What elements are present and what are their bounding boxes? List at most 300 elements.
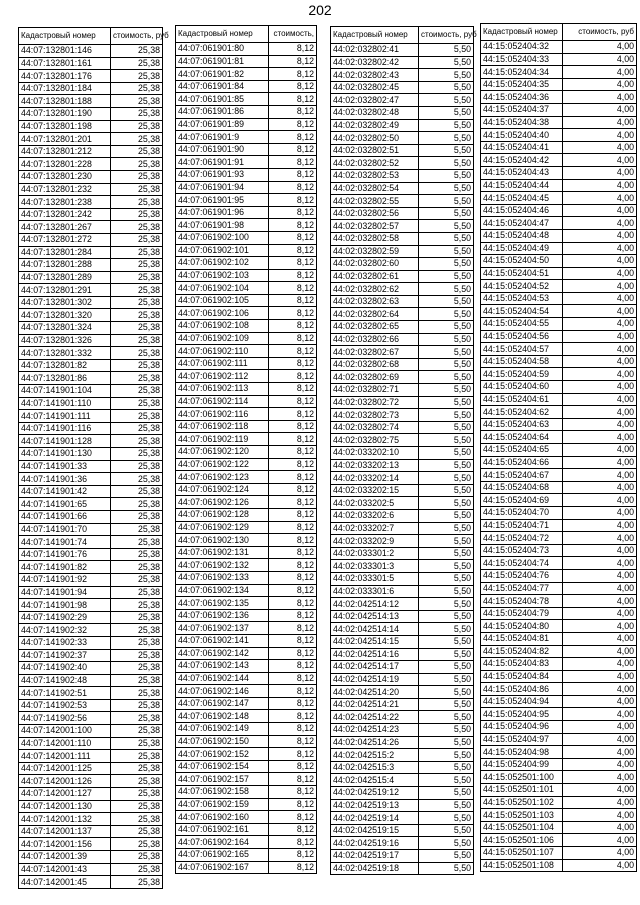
cadastral-table-4 [480,23,637,872]
cadastral-number-cell: 44:07:141902:33 [19,636,111,649]
cost-cell: 5,50 [419,245,474,258]
table-row [19,170,163,183]
table-row [19,712,163,725]
table-row [331,547,474,560]
table-row [481,166,637,179]
table-row [19,221,163,234]
cost-cell: 4,00 [563,809,637,822]
cost-cell: 25,38 [111,863,163,876]
table-row [331,673,474,686]
cadastral-number-cell: 44:07:141901:74 [19,536,111,549]
cadastral-number-cell: 44:07:061902:144 [176,672,269,685]
cadastral-number-cell: 44:02:042519:13 [331,799,419,812]
cadastral-number-cell: 44:15:052404:71 [481,519,563,532]
cost-cell: 25,38 [111,120,163,133]
cost-cell: 5,50 [419,195,474,208]
table-row [19,259,163,272]
cost-cell: 5,50 [419,787,474,800]
table-row [19,737,163,750]
column-header-cost: стоимость, руб [111,28,163,45]
table-row [481,569,637,582]
cost-cell: 8,12 [269,496,317,509]
cost-cell: 25,38 [111,825,163,838]
cost-cell: 25,38 [111,133,163,146]
cadastral-number-cell: 44:07:061902:102 [176,257,269,270]
cost-cell: 25,38 [111,876,163,889]
cost-cell: 8,12 [269,735,317,748]
cost-cell: 8,12 [269,131,317,144]
cost-cell: 4,00 [563,154,637,167]
cost-cell: 4,00 [563,582,637,595]
cost-cell: 8,12 [269,269,317,282]
table-row [19,233,163,246]
cadastral-number-cell: 44:07:141901:98 [19,599,111,612]
column-header-cadastral-number: Кадастровый номер [481,24,563,41]
cost-cell: 8,12 [269,685,317,698]
cost-cell: 5,50 [419,472,474,485]
table-row [481,204,637,217]
table-row [19,536,163,549]
cadastral-number-cell: 44:02:032802:67 [331,346,419,359]
cadastral-number-cell: 44:02:042515:2 [331,749,419,762]
cadastral-number-cell: 44:07:061901:85 [176,93,269,106]
table-row [331,421,474,434]
table-row [481,141,637,154]
cost-cell: 5,50 [419,182,474,195]
cost-cell: 8,12 [269,823,317,836]
cadastral-number-cell: 44:07:061902:103 [176,269,269,282]
cost-cell: 5,50 [419,749,474,762]
cadastral-number-cell: 44:07:061902:143 [176,660,269,673]
table-row [331,333,474,346]
cost-cell: 5,50 [419,547,474,560]
table-row [331,308,474,321]
table-row [481,255,637,268]
table-row [19,599,163,612]
cadastral-number-cell: 44:15:052404:54 [481,305,563,318]
cost-cell: 25,38 [111,838,163,851]
cost-cell: 4,00 [563,494,637,507]
cadastral-number-cell: 44:02:032802:69 [331,371,419,384]
cadastral-number-cell: 44:07:061902:165 [176,849,269,862]
table-row [176,219,317,232]
cadastral-number-cell: 44:15:052404:61 [481,393,563,406]
cost-cell: 25,38 [111,309,163,322]
cost-cell: 8,12 [269,760,317,773]
cadastral-number-cell: 44:07:061902:114 [176,395,269,408]
cost-cell: 25,38 [111,712,163,725]
table-row [176,370,317,383]
table-row [331,69,474,82]
table-row [176,282,317,295]
cost-cell: 5,50 [419,711,474,724]
cost-cell: 5,50 [419,207,474,220]
cadastral-number-cell: 44:15:052404:33 [481,53,563,66]
cost-cell: 8,12 [269,773,317,786]
cost-cell: 5,50 [419,283,474,296]
table-row [19,573,163,586]
cost-cell: 5,50 [419,308,474,321]
table-row [331,346,474,359]
table-row [176,269,317,282]
cost-cell: 8,12 [269,559,317,572]
table-row [481,217,637,230]
table-row [19,359,163,372]
table-row [176,294,317,307]
table-row [331,245,474,258]
cadastral-number-cell: 44:07:132801:324 [19,322,111,335]
table-row [481,381,637,394]
table-row [481,129,637,142]
cadastral-number-cell: 44:02:032802:45 [331,81,419,94]
table-row [331,686,474,699]
table-row [481,78,637,91]
cost-cell: 5,50 [419,94,474,107]
cadastral-number-cell: 44:07:142001:43 [19,863,111,876]
table-row [19,271,163,284]
cost-cell: 5,50 [419,270,474,283]
cost-cell: 5,50 [419,333,474,346]
table-row [19,788,163,801]
table-row [331,509,474,522]
table-row [481,847,637,860]
table-row [331,182,474,195]
cost-cell: 5,50 [419,837,474,850]
table-row [331,535,474,548]
table-row [176,496,317,509]
cadastral-number-cell: 44:07:132801:86 [19,372,111,385]
cadastral-number-cell: 44:07:061902:131 [176,546,269,559]
table-row [481,41,637,54]
table-row [481,192,637,205]
cost-cell: 8,12 [269,43,317,56]
cadastral-number-cell: 44:07:061901:96 [176,206,269,219]
cadastral-number-cell: 44:07:061902:110 [176,345,269,358]
table-row [19,448,163,461]
cost-cell: 5,50 [419,774,474,787]
table-row [331,132,474,145]
table-row [176,534,317,547]
cost-cell: 25,38 [111,246,163,259]
table-row [19,107,163,120]
cadastral-table-3 [330,26,477,875]
cadastral-number-cell: 44:07:061902:141 [176,634,269,647]
table-row [19,662,163,675]
table-row [481,532,637,545]
cost-cell: 5,50 [419,69,474,82]
cost-cell: 25,38 [111,271,163,284]
cost-cell: 25,38 [111,410,163,423]
table-row [19,334,163,347]
cadastral-number-cell: 44:07:061902:109 [176,332,269,345]
cadastral-number-cell: 44:07:141902:53 [19,699,111,712]
cadastral-number-cell: 44:02:032802:43 [331,69,419,82]
table-row [176,408,317,421]
cadastral-number-cell: 44:02:042514:13 [331,610,419,623]
cadastral-number-cell: 44:07:061902:113 [176,383,269,396]
cadastral-number-cell: 44:07:061902:137 [176,622,269,635]
cost-cell: 4,00 [563,796,637,809]
cost-cell: 5,50 [419,736,474,749]
cost-cell: 4,00 [563,834,637,847]
cost-cell: 4,00 [563,343,637,356]
cadastral-number-cell: 44:07:141901:128 [19,435,111,448]
cost-cell: 25,38 [111,699,163,712]
table-row [19,649,163,662]
table-row [19,586,163,599]
cadastral-number-cell: 44:07:142001:110 [19,737,111,750]
cadastral-number-cell: 44:07:132801:267 [19,221,111,234]
cadastral-number-cell: 44:02:032802:73 [331,409,419,422]
cost-cell: 25,38 [111,813,163,826]
cost-cell: 25,38 [111,82,163,95]
cadastral-number-cell: 44:15:052404:81 [481,632,563,645]
cadastral-number-cell: 44:15:052404:32 [481,41,563,54]
table-row [19,851,163,864]
cost-cell: 25,38 [111,460,163,473]
cadastral-number-cell: 44:07:061902:160 [176,811,269,824]
cost-cell: 4,00 [563,305,637,318]
cadastral-number-cell: 44:07:061902:118 [176,420,269,433]
table-row [176,181,317,194]
cadastral-number-cell: 44:07:061901:98 [176,219,269,232]
cost-cell: 8,12 [269,282,317,295]
cadastral-number-cell: 44:07:061902:116 [176,408,269,421]
cost-cell: 4,00 [563,721,637,734]
cost-cell: 8,12 [269,508,317,521]
cadastral-number-cell: 44:07:061902:119 [176,433,269,446]
table-row [331,220,474,233]
cadastral-number-cell: 44:15:052404:66 [481,456,563,469]
table-row [481,708,637,721]
cadastral-number-cell: 44:07:141902:51 [19,687,111,700]
table-row [481,494,637,507]
table-row [176,571,317,584]
cost-cell: 8,12 [269,181,317,194]
cadastral-number-cell: 44:15:052404:53 [481,292,563,305]
cadastral-number-cell: 44:02:042515:3 [331,761,419,774]
cadastral-number-cell: 44:02:042514:22 [331,711,419,724]
cost-cell: 8,12 [269,433,317,446]
table-row [331,459,474,472]
cadastral-number-cell: 44:07:061902:146 [176,685,269,698]
table-row [481,632,637,645]
cadastral-number-cell: 44:15:052501:103 [481,809,563,822]
table-row [481,431,637,444]
cost-cell: 4,00 [563,607,637,620]
table-row [481,784,637,797]
cost-cell: 25,38 [111,649,163,662]
cost-cell: 5,50 [419,572,474,585]
table-row [331,119,474,132]
cadastral-number-cell: 44:07:142001:156 [19,838,111,851]
table-row [331,736,474,749]
table-row [331,787,474,800]
cadastral-number-cell: 44:15:052404:96 [481,721,563,734]
cadastral-number-cell: 44:07:061901:84 [176,80,269,93]
table-row [331,270,474,283]
cadastral-number-cell: 44:15:052501:108 [481,859,563,872]
table-row [176,647,317,660]
cost-cell: 4,00 [563,431,637,444]
cadastral-number-cell: 44:07:061901:93 [176,168,269,181]
cost-cell: 5,50 [419,509,474,522]
cadastral-number-cell: 44:15:052501:104 [481,821,563,834]
table-row [176,93,317,106]
cost-cell: 4,00 [563,129,637,142]
cost-cell: 4,00 [563,229,637,242]
table-row [176,735,317,748]
cadastral-number-cell: 44:15:052404:72 [481,532,563,545]
cost-cell: 5,50 [419,560,474,573]
table-row [19,372,163,385]
table-row [331,711,474,724]
cadastral-number-cell: 44:15:052404:68 [481,481,563,494]
cost-cell: 4,00 [563,632,637,645]
table-row [19,410,163,423]
cadastral-number-cell: 44:15:052404:36 [481,91,563,104]
cost-cell: 4,00 [563,318,637,331]
cadastral-number-cell: 44:07:061902:154 [176,760,269,773]
cadastral-number-cell: 44:07:061901:82 [176,68,269,81]
cadastral-number-cell: 44:15:052404:49 [481,242,563,255]
cadastral-number-cell: 44:02:042514:16 [331,648,419,661]
cost-cell: 4,00 [563,506,637,519]
cost-cell: 8,12 [269,332,317,345]
table-row [19,95,163,108]
column-header-cadastral-number: Кадастровый номер [19,28,111,45]
cadastral-number-cell: 44:02:032802:62 [331,283,419,296]
table-row [481,695,637,708]
cadastral-number-cell: 44:15:052404:55 [481,318,563,331]
table-row [481,418,637,431]
cost-cell: 5,50 [419,132,474,145]
cadastral-number-cell: 44:07:132801:188 [19,95,111,108]
cost-cell: 8,12 [269,786,317,799]
cost-cell: 5,50 [419,384,474,397]
cadastral-number-cell: 44:15:052404:86 [481,683,563,696]
cost-cell: 25,38 [111,498,163,511]
cadastral-number-cell: 44:07:061902:128 [176,508,269,521]
cost-cell: 5,50 [419,434,474,447]
cadastral-number-cell: 44:02:032802:55 [331,195,419,208]
cost-cell: 25,38 [111,523,163,536]
cadastral-number-cell: 44:07:061902:134 [176,584,269,597]
cadastral-number-cell: 44:15:052404:56 [481,330,563,343]
cadastral-number-cell: 44:15:052404:44 [481,179,563,192]
table-row [481,330,637,343]
cadastral-number-cell: 44:02:042519:14 [331,812,419,825]
table-row [19,347,163,360]
cost-cell: 25,38 [111,296,163,309]
table-row [481,469,637,482]
cadastral-number-cell: 44:07:061902:108 [176,320,269,333]
cadastral-number-cell: 44:07:061902:133 [176,571,269,584]
cost-cell: 25,38 [111,334,163,347]
cost-cell: 4,00 [563,41,637,54]
cost-cell: 25,38 [111,95,163,108]
cost-cell: 4,00 [563,330,637,343]
table-row [19,624,163,637]
cadastral-number-cell: 44:02:032802:57 [331,220,419,233]
cost-cell: 8,12 [269,219,317,232]
cost-cell: 8,12 [269,710,317,723]
cadastral-number-cell: 44:15:052501:101 [481,784,563,797]
table-row [19,196,163,209]
cadastral-number-cell: 44:15:052404:67 [481,469,563,482]
cost-cell: 5,50 [419,484,474,497]
table-row [331,724,474,737]
cadastral-number-cell: 44:02:042514:21 [331,698,419,711]
cost-cell: 8,12 [269,156,317,169]
cadastral-number-cell: 44:02:042519:12 [331,787,419,800]
cadastral-number-cell: 44:07:061901:80 [176,43,269,56]
table-row [19,611,163,624]
cadastral-number-cell: 44:07:132801:284 [19,246,111,259]
cost-cell: 5,50 [419,661,474,674]
cadastral-number-cell: 44:07:061901:91 [176,156,269,169]
cadastral-number-cell: 44:07:061902:105 [176,294,269,307]
cadastral-number-cell: 44:15:052404:60 [481,381,563,394]
cadastral-number-cell: 44:07:141901:36 [19,473,111,486]
cadastral-number-cell: 44:07:061902:130 [176,534,269,547]
cadastral-number-cell: 44:15:052404:45 [481,192,563,205]
table-row [176,597,317,610]
table-row [331,358,474,371]
cadastral-number-cell: 44:02:033301:6 [331,585,419,598]
cost-cell: 4,00 [563,557,637,570]
table-row [331,837,474,850]
cadastral-number-cell: 44:02:042519:15 [331,824,419,837]
cadastral-number-cell: 44:07:061902:100 [176,231,269,244]
cadastral-number-cell: 44:15:052404:83 [481,658,563,671]
table-row [176,584,317,597]
table-row [19,183,163,196]
table-row [331,560,474,573]
table-row [481,733,637,746]
cadastral-number-cell: 44:02:033202:13 [331,459,419,472]
cost-cell: 25,38 [111,573,163,586]
table-row [19,762,163,775]
table-row [481,582,637,595]
table-row [481,595,637,608]
cost-cell: 25,38 [111,233,163,246]
table-row [19,246,163,259]
cadastral-number-cell: 44:07:061902:152 [176,748,269,761]
cadastral-number-cell: 44:07:132801:190 [19,107,111,120]
table-row [176,118,317,131]
cadastral-number-cell: 44:15:052501:100 [481,771,563,784]
cadastral-number-cell: 44:02:032802:58 [331,232,419,245]
table-row [19,699,163,712]
cost-cell: 5,50 [419,232,474,245]
cost-cell: 25,38 [111,158,163,171]
cadastral-number-cell: 44:07:132801:230 [19,170,111,183]
cadastral-number-cell: 44:15:052404:51 [481,267,563,280]
cost-cell: 8,12 [269,471,317,484]
cost-cell: 8,12 [269,849,317,862]
cost-cell: 4,00 [563,859,637,872]
cost-cell: 4,00 [563,620,637,633]
table-row [176,156,317,169]
table-row [481,53,637,66]
cost-cell: 8,12 [269,320,317,333]
cadastral-number-cell: 44:02:032802:42 [331,56,419,69]
cost-cell: 5,50 [419,459,474,472]
cadastral-number-cell: 44:07:132801:184 [19,82,111,95]
cadastral-number-cell: 44:07:141901:110 [19,397,111,410]
table-row [176,244,317,257]
